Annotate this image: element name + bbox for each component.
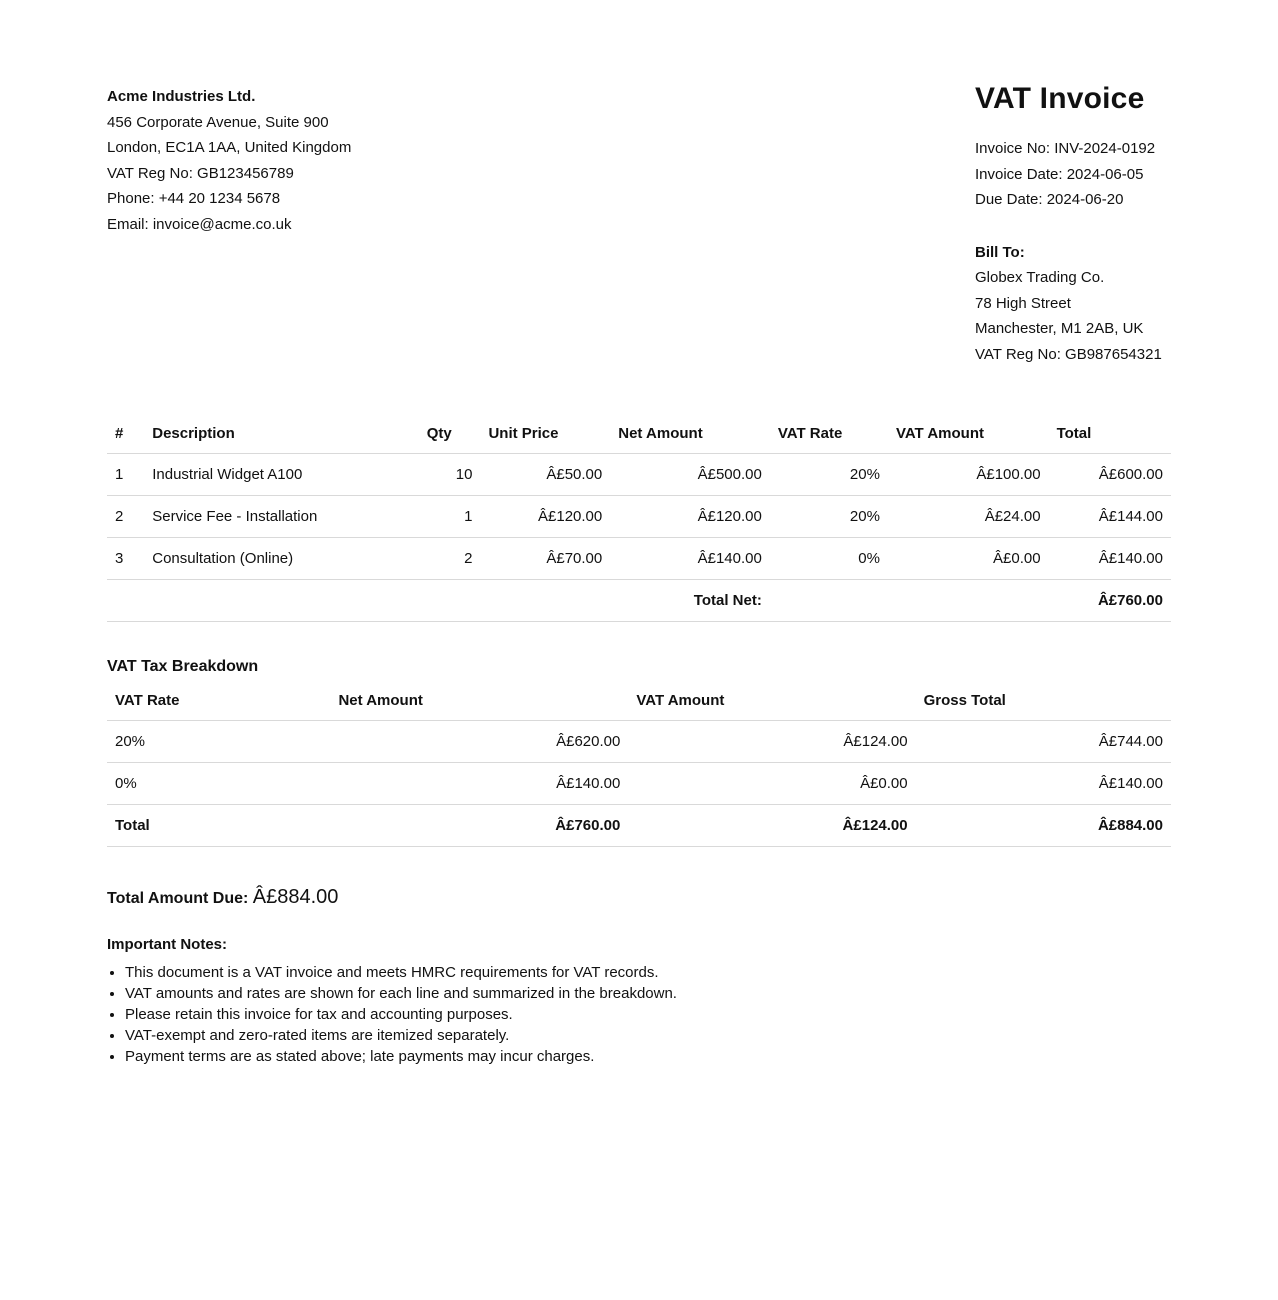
- cell-total: Â£144.00: [1049, 496, 1171, 538]
- list-item: • Please retain this invoice for tax and accounting purposes.: [125, 1004, 1171, 1025]
- cell-gross-total: Â£744.00: [916, 721, 1171, 763]
- col-header-net-amount: Net Amount: [610, 414, 770, 454]
- cell-number: 3: [107, 538, 144, 580]
- cell-vat-rate: 0%: [770, 538, 888, 580]
- table-row: [107, 454, 1171, 496]
- seller-address-line: London, EC1A 1AA, United Kingdom: [107, 139, 352, 156]
- col-header-description: Description: [144, 414, 419, 454]
- col-header-vat-rate: VAT Rate: [107, 681, 330, 721]
- cell-unit-price: Â£120.00: [480, 496, 610, 538]
- cell-vat-amount: Â£0.00: [888, 538, 1049, 580]
- invoice-meta: [975, 136, 1171, 213]
- notes-title: Important Notes:: [107, 936, 227, 953]
- cell-vat-amount: Â£0.00: [628, 763, 915, 805]
- list-item: • Payment terms are as stated above; late payments may incur charges.: [125, 1046, 1171, 1067]
- col-header-vat-amount: VAT Amount: [628, 681, 915, 721]
- cell-net-amount: Â£120.00: [610, 496, 770, 538]
- col-header-total: Total: [1049, 414, 1171, 454]
- cell-net-amount: Â£620.00: [330, 721, 628, 763]
- invoice-info-block: [975, 84, 1171, 367]
- vat-breakdown-table: [107, 681, 1171, 847]
- table-header-row: [107, 681, 1171, 721]
- cell-description: Service Fee - Installation: [144, 496, 419, 538]
- vat-breakdown-title: VAT Tax Breakdown: [107, 658, 259, 675]
- breakdown-total-label: Total: [107, 805, 330, 847]
- cell-vat-rate: 20%: [770, 454, 888, 496]
- cell-net-amount: Â£500.00: [610, 454, 770, 496]
- list-item: • This document is a VAT invoice and meets HMRC requirements for VAT records.: [125, 962, 1171, 983]
- cell-number: 1: [107, 454, 144, 496]
- table-row: [107, 763, 1171, 805]
- cell-vat-amount: Â£24.00: [888, 496, 1049, 538]
- col-header-number: #: [107, 414, 144, 454]
- invoice-number: Invoice No: INV-2024-0192: [975, 140, 1156, 157]
- cell-net-amount: Â£140.00: [330, 763, 628, 805]
- cell-vat-amount: Â£100.00: [888, 454, 1049, 496]
- breakdown-total-row: [107, 805, 1171, 847]
- col-header-gross-total: Gross Total: [916, 681, 1171, 721]
- list-item: • VAT amounts and rates are shown for each line and summarized in the breakdown.: [125, 983, 1171, 1004]
- breakdown-total-vat: Â£124.00: [628, 805, 915, 847]
- total-net-row: [107, 580, 1171, 622]
- seller-name: Acme Industries Ltd.: [107, 88, 256, 105]
- bill-to-address-line: Manchester, M1 2AB, UK: [975, 320, 1144, 337]
- notes-list: [107, 962, 1171, 1067]
- breakdown-total-gross: Â£884.00: [916, 805, 1171, 847]
- total-net-value: Â£760.00: [1049, 580, 1171, 622]
- page-title: VAT Invoice: [975, 82, 1145, 115]
- total-amount-due-label: Total Amount Due:: [107, 890, 249, 907]
- list-item: • VAT-exempt and zero-rated items are itemized separately.: [125, 1025, 1171, 1046]
- document-header: [107, 84, 1171, 367]
- line-items-table: [107, 414, 1171, 622]
- col-header-vat-amount: VAT Amount: [888, 414, 1049, 454]
- seller-block: [107, 84, 351, 237]
- total-amount-due: [107, 886, 1171, 909]
- cell-gross-total: Â£140.00: [916, 763, 1171, 805]
- cell-vat-rate: 0%: [107, 763, 330, 805]
- bill-to-vat-reg: VAT Reg No: GB987654321: [975, 345, 1162, 363]
- due-date: Due Date: 2024-06-20: [975, 191, 1124, 208]
- seller-phone: Phone: +44 20 1234 5678: [107, 190, 281, 207]
- cell-qty: 10: [419, 454, 481, 496]
- invoice-date: Invoice Date: 2024-06-05: [975, 165, 1144, 183]
- bill-to-address-line: 78 High Street: [975, 294, 1071, 312]
- cell-vat-rate: 20%: [107, 721, 330, 763]
- table-header-row: [107, 414, 1171, 454]
- total-amount-due-value: Â£884.00: [252, 886, 339, 908]
- cell-vat-rate: 20%: [770, 496, 888, 538]
- col-header-qty: Qty: [419, 414, 481, 454]
- cell-description: Industrial Widget A100: [144, 454, 419, 496]
- seller-address-line: 456 Corporate Avenue, Suite 900: [107, 113, 329, 131]
- bill-to-block: [975, 240, 1171, 368]
- total-net-label: Total Net:: [610, 580, 770, 622]
- cell-total: Â£140.00: [1049, 538, 1171, 580]
- table-row: [107, 496, 1171, 538]
- cell-net-amount: Â£140.00: [610, 538, 770, 580]
- cell-number: 2: [107, 496, 144, 538]
- cell-unit-price: Â£50.00: [480, 454, 610, 496]
- bill-to-name: Globex Trading Co.: [975, 269, 1105, 286]
- bill-to-label: Bill To:: [975, 243, 1025, 261]
- cell-description: Consultation (Online): [144, 538, 419, 580]
- table-row: [107, 538, 1171, 580]
- col-header-vat-rate: VAT Rate: [770, 414, 888, 454]
- cell-qty: 2: [419, 538, 481, 580]
- breakdown-total-net: Â£760.00: [330, 805, 628, 847]
- cell-qty: 1: [419, 496, 481, 538]
- seller-email: Email: invoice@acme.co.uk: [107, 215, 292, 233]
- cell-total: Â£600.00: [1049, 454, 1171, 496]
- seller-vat-reg: VAT Reg No: GB123456789: [107, 164, 294, 182]
- col-header-net-amount: Net Amount: [330, 681, 628, 721]
- cell-vat-amount: Â£124.00: [628, 721, 915, 763]
- col-header-unit-price: Unit Price: [480, 414, 610, 454]
- cell-unit-price: Â£70.00: [480, 538, 610, 580]
- table-row: [107, 721, 1171, 763]
